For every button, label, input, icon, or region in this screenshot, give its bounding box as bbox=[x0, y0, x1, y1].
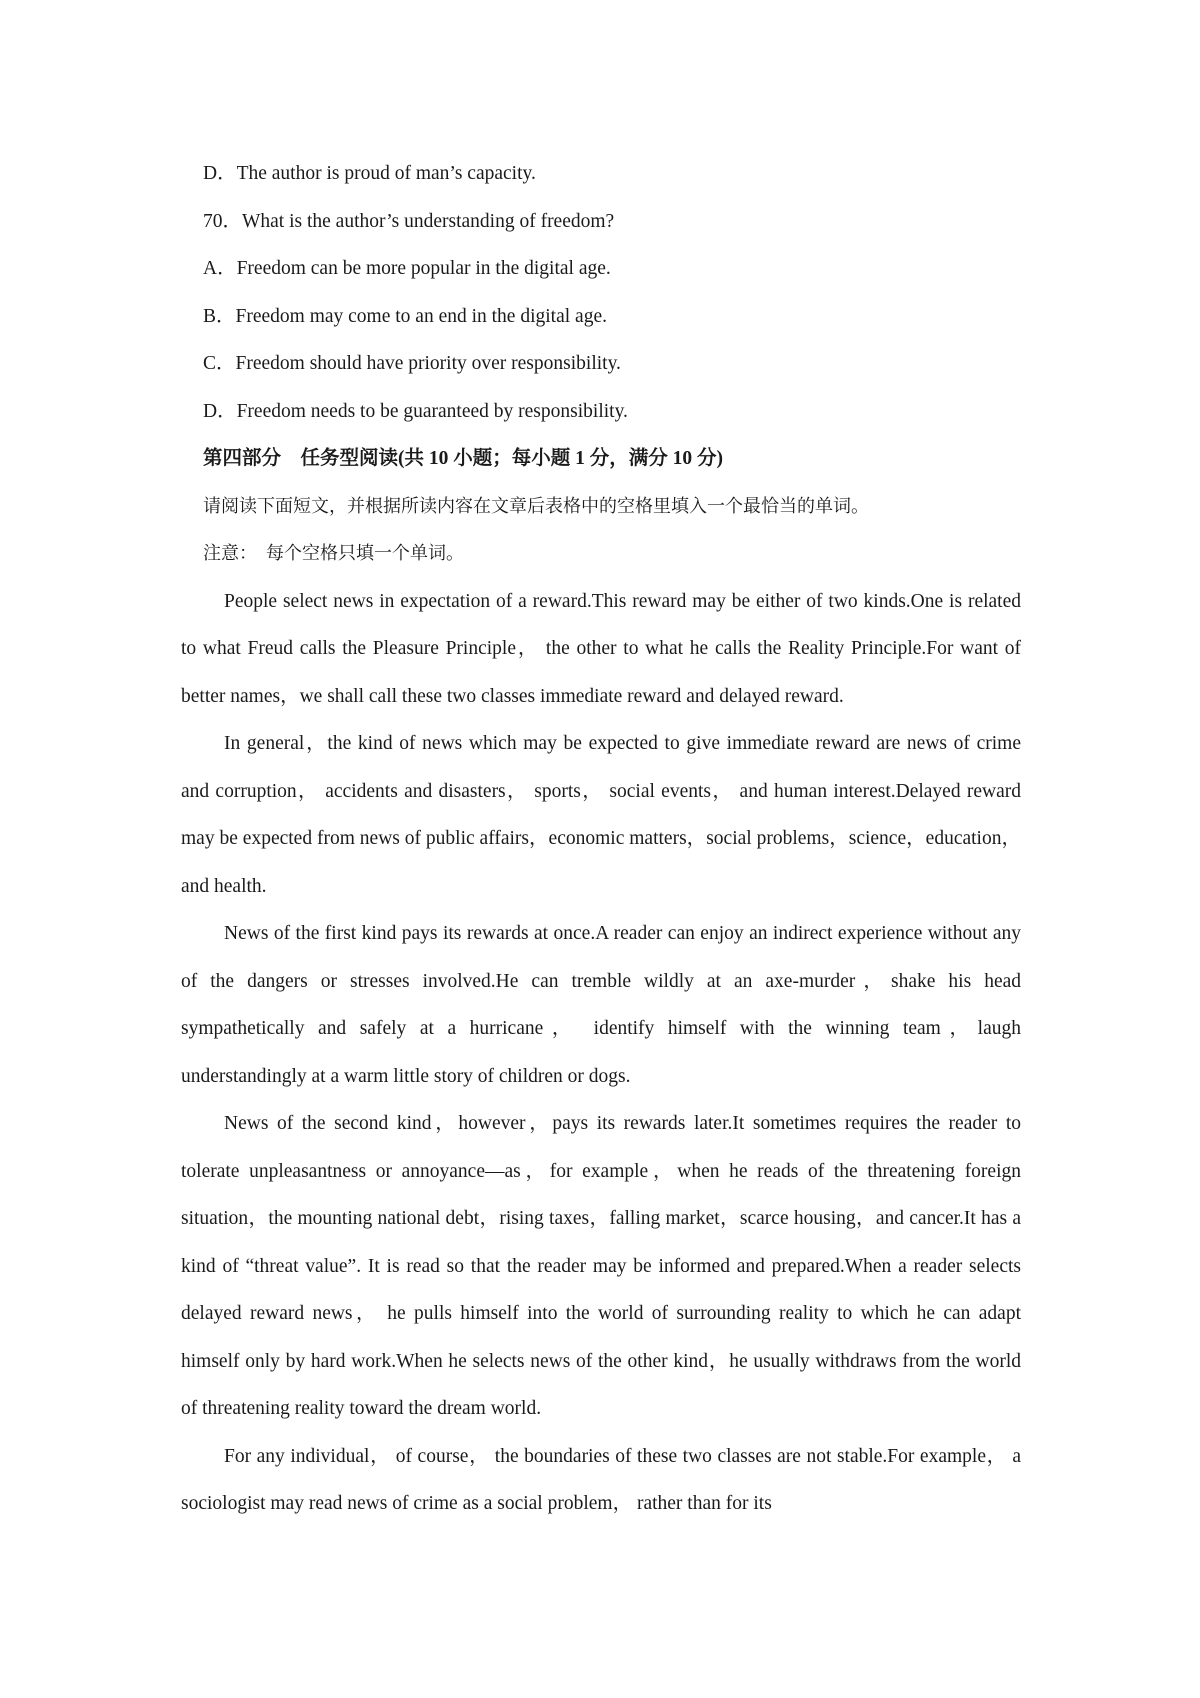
passage-paragraph-5: For any individual， of course， the boundaries of these two classes are not stable.For example， a sociologist may read news of crime as a social problem， rather than for its bbox=[181, 1445, 1021, 1514]
q70-option-a: A．Freedom can be more popular in the digital age. bbox=[203, 258, 611, 279]
section4-title: 第四部分 任务型阅读(共 10 小题；每小题 1 分，满分 10 分) bbox=[203, 448, 723, 469]
q70-option-d: D．Freedom needs to be guaranteed by responsibility. bbox=[203, 400, 628, 422]
q70-stem: 70．What is the author’s understanding of freedom? bbox=[203, 210, 615, 232]
section4-instruction: 请阅读下面短文，并根据所读内容在文章后表格中的空格里填入一个最恰当的单词。 bbox=[203, 495, 869, 517]
section4-note: 注意： 每个空格只填一个单词。 bbox=[203, 543, 464, 564]
document-page bbox=[181, 150, 1021, 1528]
q69-option-d: D．The author is proud of man’s capacity. bbox=[203, 163, 536, 184]
passage-paragraph-2: In general，the kind of news which may be expected to give immediate reward are news of crime and corruption， accidents and disasters， sports， social events， and human interest.Delayed reward may be expected from news of public affairs，economic matters，social problems，science，education，and health. bbox=[181, 733, 1021, 897]
q70-option-b: B．Freedom may come to an end in the digital age. bbox=[203, 305, 607, 327]
passage-paragraph-4: News of the second kind，however，pays its rewards later.It sometimes requires the reader to tolerate unpleasantness or annoyance—as，for example，when he reads of the threatening foreign situation，the mounting national debt，rising taxes，falling market，scarce housing，and cancer.It has a kind of “threat value”. It is read so that the reader may be informed and prepared.When a reader selects delayed reward news， he pulls himself into the world of surrounding reality to which he can adapt himself only by hard work.When he selects news of the other kind，he usually withdraws from the world of threatening reality toward the dream world. bbox=[181, 1113, 1021, 1419]
passage-paragraph-3: News of the first kind pays its rewards at once.A reader can enjoy an indirect experience without any of the dangers or stresses involved.He can tremble wildly at an axe-murder，shake his head sympathetically and safely at a hurricane， identify himself with the winning team，laugh understandingly at a warm little story of children or dogs. bbox=[181, 923, 1021, 1087]
passage-paragraph-1: People select news in expectation of a reward.This reward may be either of two kinds.One is related to what Freud calls the Pleasure Principle， the other to what he calls the Reality Principle.For want of better names，we shall call these two classes immediate reward and delayed reward. bbox=[181, 590, 1021, 707]
q70-option-c: C．Freedom should have priority over responsibility. bbox=[203, 353, 621, 374]
